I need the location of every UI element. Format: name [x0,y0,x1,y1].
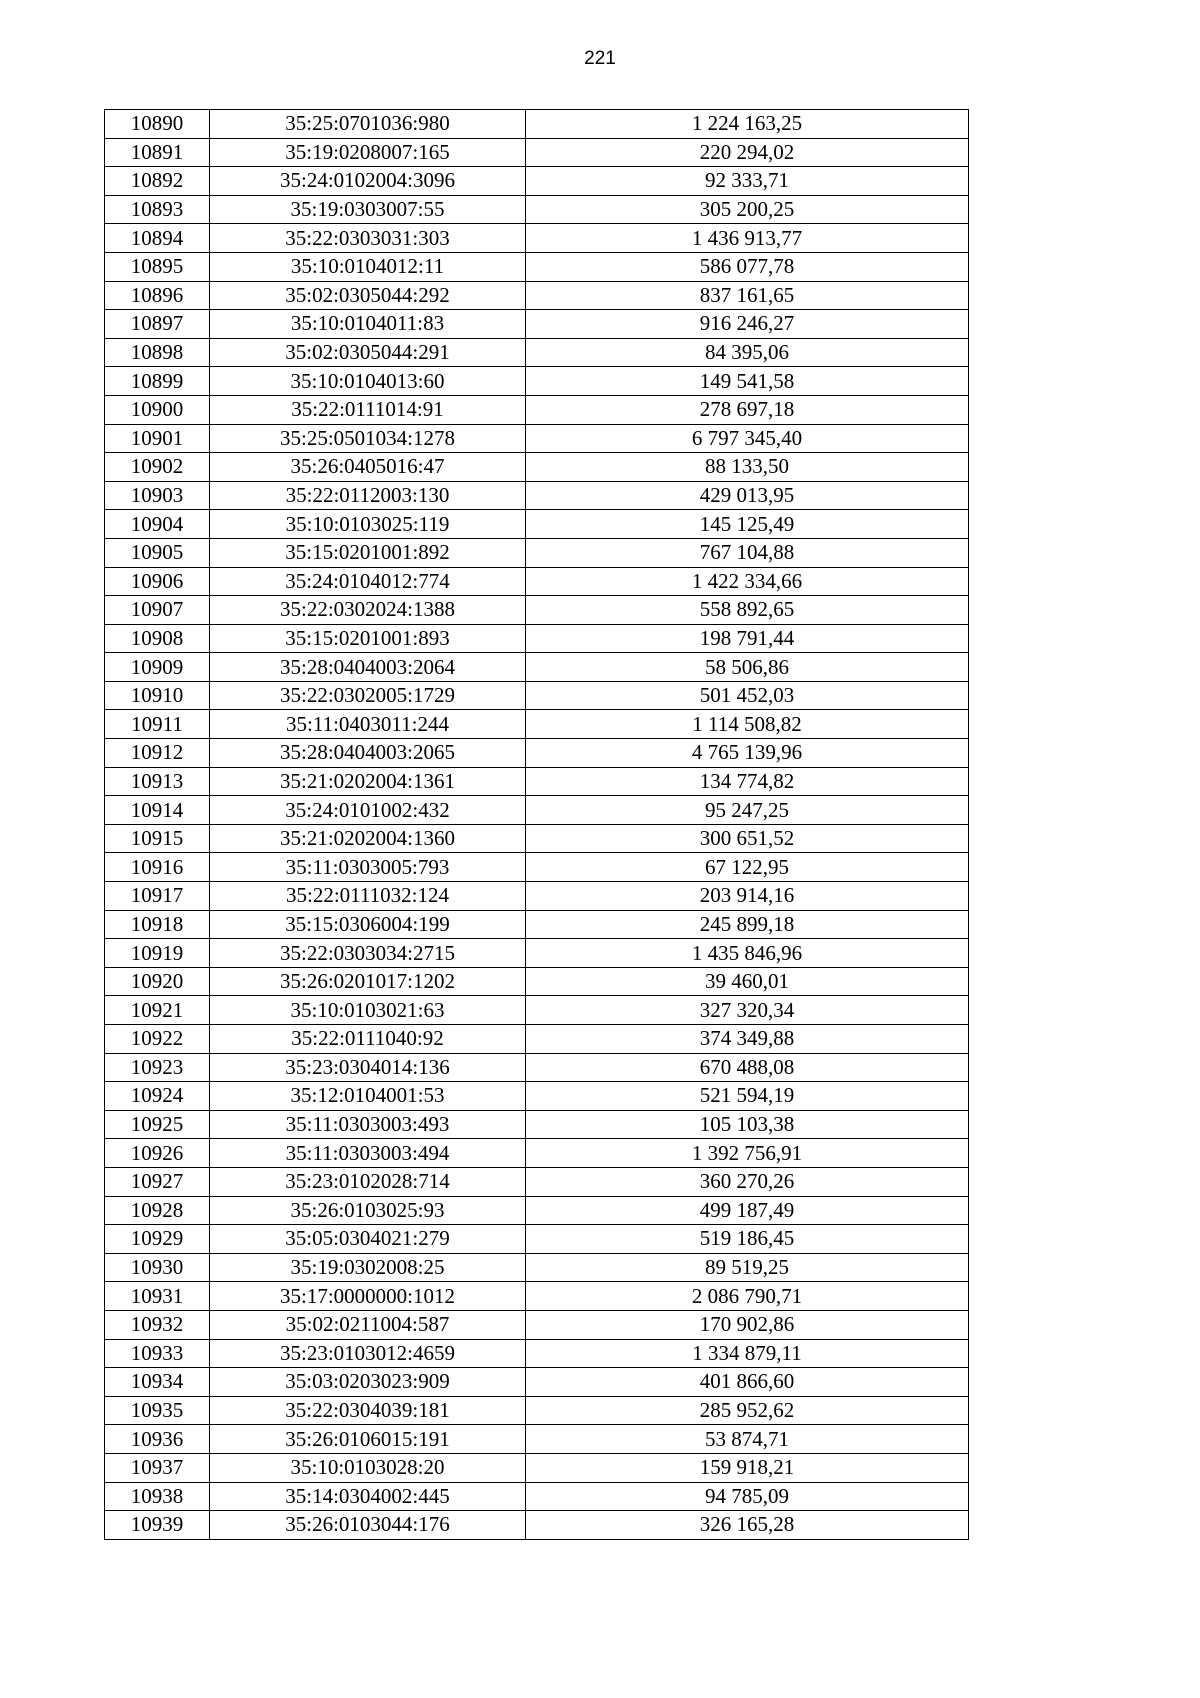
table-row [105,510,969,539]
cadastral-number-cell: 35:10:0104013:60 [210,367,526,396]
value-cell: 586 077,78 [526,252,969,281]
table-row [105,1282,969,1311]
table-row [105,653,969,682]
value-cell: 53 874,71 [526,1425,969,1454]
row-number-cell: 10900 [105,395,210,424]
cadastral-number-cell: 35:19:0208007:165 [210,138,526,167]
cadastral-number-cell: 35:22:0304039:181 [210,1396,526,1425]
value-cell: 2 086 790,71 [526,1282,969,1311]
row-number-cell: 10906 [105,567,210,596]
table-row [105,424,969,453]
value-cell: 1 392 756,91 [526,1139,969,1168]
cadastral-number-cell: 35:22:0111014:91 [210,395,526,424]
cadastral-number-cell: 35:22:0112003:130 [210,481,526,510]
cadastral-number-cell: 35:23:0103012:4659 [210,1339,526,1368]
row-number-cell: 10936 [105,1425,210,1454]
row-number-cell: 10922 [105,1025,210,1054]
row-number-cell: 10929 [105,1225,210,1254]
cadastral-number-cell: 35:23:0102028:714 [210,1167,526,1196]
value-cell: 278 697,18 [526,395,969,424]
table-row [105,367,969,396]
table-row [105,853,969,882]
row-number-cell: 10927 [105,1167,210,1196]
row-number-cell: 10916 [105,853,210,882]
cadastral-number-cell: 35:28:0404003:2064 [210,653,526,682]
value-cell: 401 866,60 [526,1368,969,1397]
cadastral-number-cell: 35:14:0304002:445 [210,1482,526,1511]
value-cell: 134 774,82 [526,767,969,796]
value-cell: 84 395,06 [526,338,969,367]
cadastral-number-cell: 35:15:0201001:893 [210,624,526,653]
cadastral-number-cell: 35:15:0306004:199 [210,910,526,939]
cadastral-number-cell: 35:26:0201017:1202 [210,967,526,996]
cadastral-number-cell: 35:02:0305044:291 [210,338,526,367]
cadastral-number-cell: 35:19:0303007:55 [210,195,526,224]
value-cell: 285 952,62 [526,1396,969,1425]
row-number-cell: 10890 [105,110,210,139]
cadastral-number-cell: 35:12:0104001:53 [210,1082,526,1111]
table-row [105,195,969,224]
row-number-cell: 10897 [105,310,210,339]
value-cell: 519 186,45 [526,1225,969,1254]
table-row [105,310,969,339]
row-number-cell: 10924 [105,1082,210,1111]
value-cell: 145 125,49 [526,510,969,539]
value-cell: 89 519,25 [526,1253,969,1282]
value-cell: 1 436 913,77 [526,224,969,253]
table-row [105,624,969,653]
cadastral-number-cell: 35:26:0106015:191 [210,1425,526,1454]
value-cell: 501 452,03 [526,681,969,710]
table-row [105,1225,969,1254]
value-cell: 88 133,50 [526,453,969,482]
row-number-cell: 10934 [105,1368,210,1397]
cadastral-number-cell: 35:11:0303005:793 [210,853,526,882]
table-row [105,1139,969,1168]
table-row [105,1482,969,1511]
cadastral-number-cell: 35:10:0103021:63 [210,996,526,1025]
value-cell: 94 785,09 [526,1482,969,1511]
cadastral-number-cell: 35:15:0201001:892 [210,538,526,567]
value-cell: 4 765 139,96 [526,739,969,768]
row-number-cell: 10905 [105,538,210,567]
cadastral-number-cell: 35:22:0303034:2715 [210,939,526,968]
value-cell: 203 914,16 [526,882,969,911]
cadastral-number-cell: 35:26:0405016:47 [210,453,526,482]
row-number-cell: 10931 [105,1282,210,1311]
value-cell: 837 161,65 [526,281,969,310]
row-number-cell: 10915 [105,824,210,853]
row-number-cell: 10917 [105,882,210,911]
value-cell: 58 506,86 [526,653,969,682]
cadastral-number-cell: 35:02:0211004:587 [210,1310,526,1339]
value-cell: 105 103,38 [526,1110,969,1139]
cadastral-number-cell: 35:03:0203023:909 [210,1368,526,1397]
row-number-cell: 10892 [105,167,210,196]
cadastral-number-cell: 35:17:0000000:1012 [210,1282,526,1311]
cadastral-number-cell: 35:22:0303031:303 [210,224,526,253]
table-row [105,481,969,510]
row-number-cell: 10911 [105,710,210,739]
table-row [105,252,969,281]
value-cell: 558 892,65 [526,596,969,625]
table-row [105,1196,969,1225]
value-cell: 159 918,21 [526,1453,969,1482]
cadastral-number-cell: 35:22:0111040:92 [210,1025,526,1054]
cadastral-number-cell: 35:25:0501034:1278 [210,424,526,453]
row-number-cell: 10907 [105,596,210,625]
value-cell: 326 165,28 [526,1511,969,1540]
value-cell: 374 349,88 [526,1025,969,1054]
row-number-cell: 10914 [105,796,210,825]
cadastral-number-cell: 35:05:0304021:279 [210,1225,526,1254]
row-number-cell: 10920 [105,967,210,996]
table-row [105,796,969,825]
cadastral-number-cell: 35:10:0104011:83 [210,310,526,339]
table-row [105,996,969,1025]
row-number-cell: 10903 [105,481,210,510]
table-row [105,538,969,567]
cadastral-number-cell: 35:22:0111032:124 [210,882,526,911]
row-number-cell: 10928 [105,1196,210,1225]
row-number-cell: 10919 [105,939,210,968]
cadastral-number-cell: 35:26:0103044:176 [210,1511,526,1540]
cadastral-number-cell: 35:24:0102004:3096 [210,167,526,196]
value-cell: 429 013,95 [526,481,969,510]
table-row [105,395,969,424]
value-cell: 670 488,08 [526,1053,969,1082]
value-cell: 327 320,34 [526,996,969,1025]
value-cell: 1 422 334,66 [526,567,969,596]
cadastral-number-cell: 35:22:0302024:1388 [210,596,526,625]
cadastral-number-cell: 35:23:0304014:136 [210,1053,526,1082]
row-number-cell: 10938 [105,1482,210,1511]
row-number-cell: 10909 [105,653,210,682]
row-number-cell: 10896 [105,281,210,310]
table-row [105,1339,969,1368]
value-cell: 149 541,58 [526,367,969,396]
value-cell: 1 114 508,82 [526,710,969,739]
table-row [105,1253,969,1282]
table-row [105,281,969,310]
row-number-cell: 10939 [105,1511,210,1540]
value-cell: 499 187,49 [526,1196,969,1225]
row-number-cell: 10932 [105,1310,210,1339]
value-cell: 39 460,01 [526,967,969,996]
row-number-cell: 10899 [105,367,210,396]
cadastral-number-cell: 35:02:0305044:292 [210,281,526,310]
row-number-cell: 10910 [105,681,210,710]
cadastral-number-cell: 35:24:0104012:774 [210,567,526,596]
value-cell: 220 294,02 [526,138,969,167]
cadastral-number-cell: 35:28:0404003:2065 [210,739,526,768]
cadastral-number-cell: 35:21:0202004:1361 [210,767,526,796]
table-row [105,453,969,482]
cadastral-number-cell: 35:25:0701036:980 [210,110,526,139]
value-cell: 521 594,19 [526,1082,969,1111]
value-cell: 916 246,27 [526,310,969,339]
cadastral-number-cell: 35:11:0303003:494 [210,1139,526,1168]
value-cell: 198 791,44 [526,624,969,653]
table-row [105,939,969,968]
cadastral-number-cell: 35:24:0101002:432 [210,796,526,825]
table-row [105,1310,969,1339]
value-cell: 305 200,25 [526,195,969,224]
row-number-cell: 10893 [105,195,210,224]
cadastral-number-cell: 35:11:0403011:244 [210,710,526,739]
cadastral-number-cell: 35:11:0303003:493 [210,1110,526,1139]
table-row [105,167,969,196]
value-cell: 360 270,26 [526,1167,969,1196]
table-row [105,1396,969,1425]
row-number-cell: 10904 [105,510,210,539]
cadastral-number-cell: 35:26:0103025:93 [210,1196,526,1225]
row-number-cell: 10925 [105,1110,210,1139]
row-number-cell: 10912 [105,739,210,768]
cadastral-number-cell: 35:19:0302008:25 [210,1253,526,1282]
row-number-cell: 10901 [105,424,210,453]
value-cell: 245 899,18 [526,910,969,939]
table-row [105,1053,969,1082]
table-row [105,824,969,853]
table-row [105,1368,969,1397]
row-number-cell: 10935 [105,1396,210,1425]
value-cell: 1 224 163,25 [526,110,969,139]
cadastral-number-cell: 35:10:0103028:20 [210,1453,526,1482]
table-row [105,338,969,367]
row-number-cell: 10930 [105,1253,210,1282]
row-number-cell: 10902 [105,453,210,482]
cadastral-number-cell: 35:10:0103025:119 [210,510,526,539]
value-cell: 6 797 345,40 [526,424,969,453]
registry-table [104,109,969,1540]
table-row [105,910,969,939]
value-cell: 95 247,25 [526,796,969,825]
row-number-cell: 10923 [105,1053,210,1082]
value-cell: 92 333,71 [526,167,969,196]
table-row [105,110,969,139]
cadastral-number-cell: 35:22:0302005:1729 [210,681,526,710]
table-row [105,1082,969,1111]
row-number-cell: 10937 [105,1453,210,1482]
table-row [105,567,969,596]
table-row [105,681,969,710]
row-number-cell: 10895 [105,252,210,281]
table-row [105,224,969,253]
row-number-cell: 10894 [105,224,210,253]
row-number-cell: 10933 [105,1339,210,1368]
row-number-cell: 10921 [105,996,210,1025]
value-cell: 1 435 846,96 [526,939,969,968]
table-row [105,1425,969,1454]
row-number-cell: 10913 [105,767,210,796]
row-number-cell: 10908 [105,624,210,653]
value-cell: 300 651,52 [526,824,969,853]
row-number-cell: 10898 [105,338,210,367]
table-row [105,882,969,911]
table-row [105,739,969,768]
table-row [105,767,969,796]
value-cell: 170 902,86 [526,1310,969,1339]
value-cell: 767 104,88 [526,538,969,567]
value-cell: 67 122,95 [526,853,969,882]
cadastral-number-cell: 35:21:0202004:1360 [210,824,526,853]
row-number-cell: 10891 [105,138,210,167]
page-number: 221 [584,48,616,69]
table-row [105,1025,969,1054]
table-row [105,967,969,996]
cadastral-number-cell: 35:10:0104012:11 [210,252,526,281]
table-row [105,1110,969,1139]
table-row [105,596,969,625]
row-number-cell: 10918 [105,910,210,939]
table-row [105,138,969,167]
table-row [105,710,969,739]
table-row [105,1453,969,1482]
value-cell: 1 334 879,11 [526,1339,969,1368]
table-row [105,1511,969,1540]
table-row [105,1167,969,1196]
registry-table-body [105,110,969,1540]
row-number-cell: 10926 [105,1139,210,1168]
